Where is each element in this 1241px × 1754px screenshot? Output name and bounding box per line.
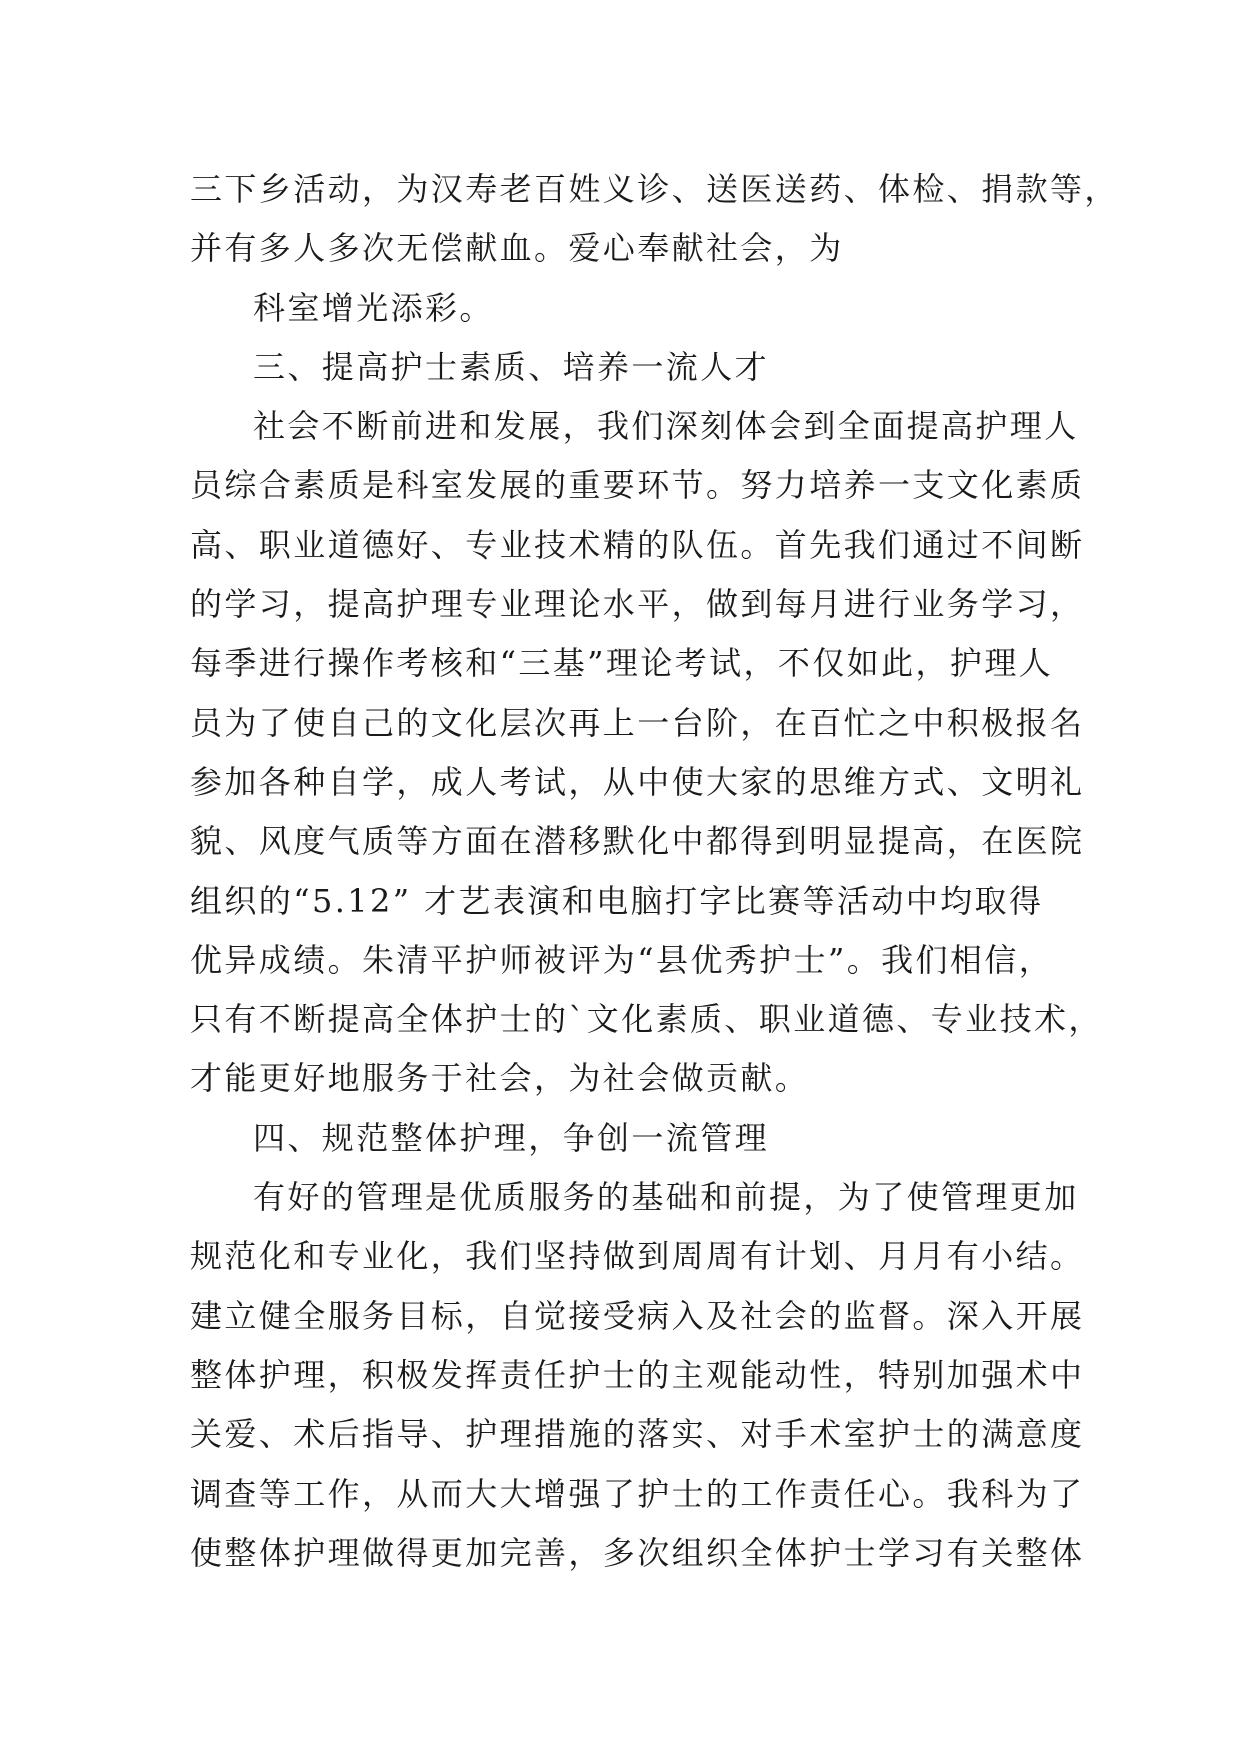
text-line: 社会不断前进和发展，我们深刻体会到全面提高护理人 [253, 407, 1079, 446]
text-line: 只有不断提高全体护士的`文化素质、职业道德、专业技术， [190, 1000, 1103, 1039]
text-line: 关爱、术后指导、护理措施的落实、对手术室护士的满意度 [190, 1415, 1085, 1454]
text-line: 并有多人多次无偿献血。爱心奉献社会，为 [190, 229, 844, 268]
text-line: 貌、风度气质等方面在潜移默化中都得到明显提高，在医院 [190, 822, 1085, 861]
text-line: 科室增光添彩。 [253, 288, 494, 327]
text-line: 调查等工作，从而大大增强了护士的工作责任心。我科为了 [190, 1474, 1085, 1513]
document-body [190, 160, 1119, 1583]
text-line: 有好的管理是优质服务的基础和前提，为了使管理更加 [253, 1178, 1079, 1217]
text-line: 三下乡活动，为汉寿老百姓义诊、送医送药、体检、捐款等， [190, 170, 1119, 208]
text-line: 规范化和专业化，我们坚持做到周周有计划、月月有小结。 [190, 1237, 1085, 1276]
text-line: 高、职业道德好、专业技术精的队伍。首先我们通过不间断 [190, 525, 1085, 564]
text-line: 才能更好地服务于社会，为社会做贡献。 [190, 1059, 810, 1098]
text-line: 员综合素质是科室发展的重要环节。努力培养一支文化素质 [190, 466, 1085, 505]
text-line: 每季进行操作考核和“三基”理论考试，不仅如此，护理人 [190, 644, 1054, 683]
text-line: 建立健全服务目标，自觉接受病入及社会的监督。深入开展 [190, 1296, 1085, 1335]
text-line: 使整体护理做得更加完善，多次组织全体护士学习有关整体 [190, 1533, 1085, 1572]
text-line: 优异成绩。朱清平护师被评为“县优秀护士”。我们相信， [190, 940, 1054, 979]
text-line: 组织的“5.12” 才艺表演和电脑打字比赛等活动中均取得 [190, 881, 1044, 920]
text-line: 四、规范整体护理，争创一流管理 [253, 1118, 770, 1157]
text-line: 的学习，提高护理专业理论水平，做到每月进行业务学习， [190, 585, 1085, 624]
text-line: 参加各种自学，成人考试，从中使大家的思维方式、文明礼 [190, 762, 1085, 801]
text-line: 员为了使自己的文化层次再上一台阶，在百忙之中积极报名 [190, 703, 1085, 742]
text-line: 整体护理，积极发挥责任护士的主观能动性，特别加强术中 [190, 1355, 1085, 1394]
text-line: 三、提高护士素质、培养一流人才 [253, 347, 770, 386]
